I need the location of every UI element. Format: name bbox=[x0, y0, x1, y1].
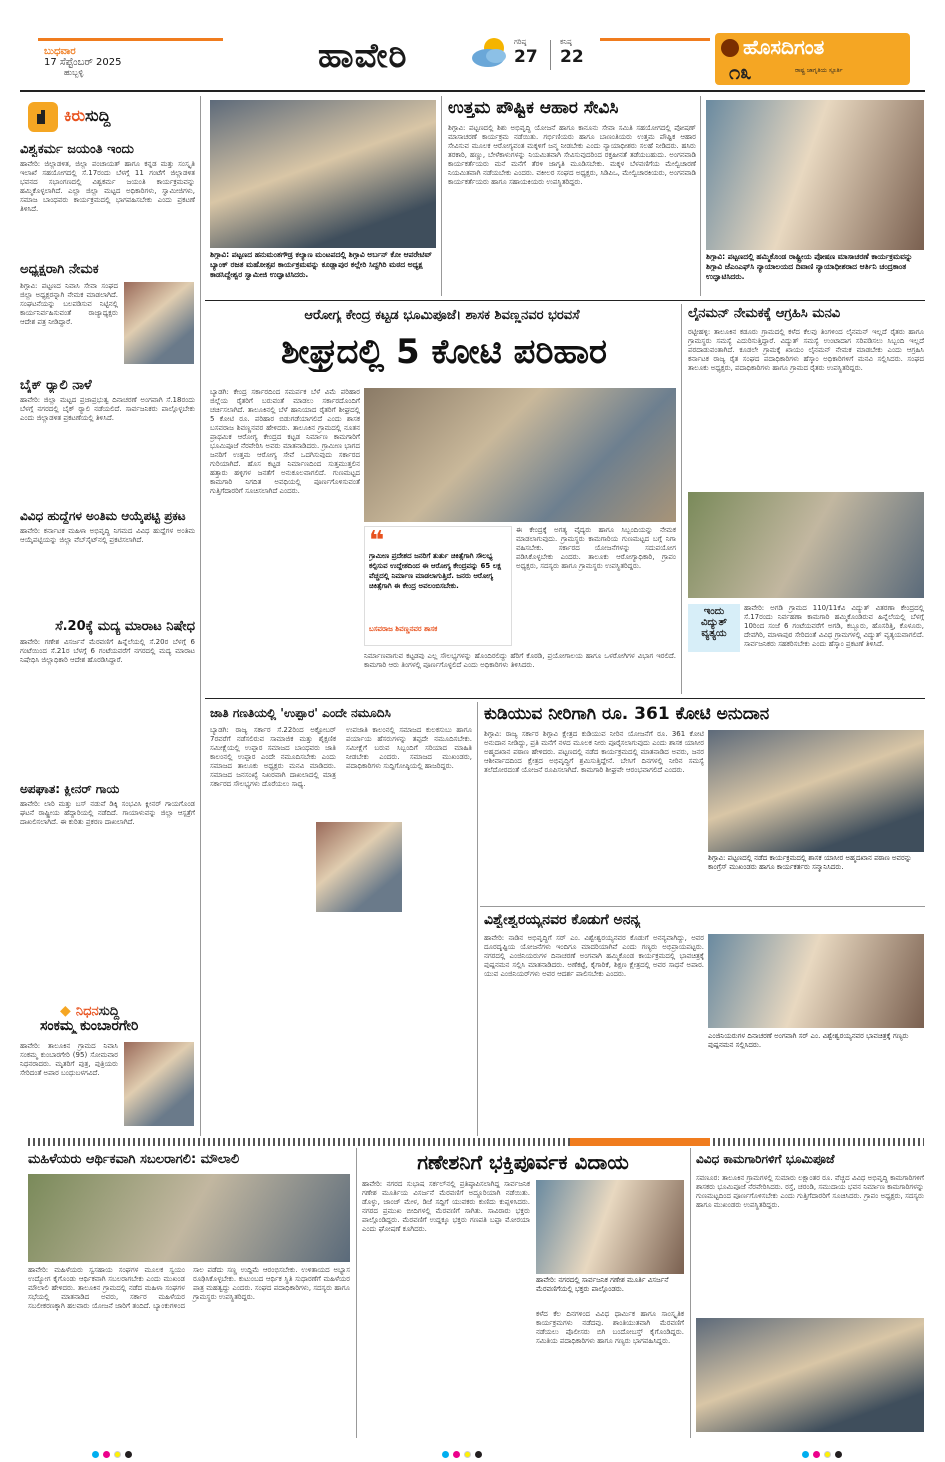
city-sub-label: ಹುಬ್ಬಳ್ಳಿ bbox=[64, 68, 84, 77]
magenta-dot bbox=[813, 1451, 820, 1458]
min-temp-label: ಕನಿಷ್ಠ bbox=[560, 38, 572, 46]
masthead-bottom-rule bbox=[20, 90, 925, 92]
max-temp-block bbox=[514, 38, 538, 67]
power-label-2: ವಿದ್ಯುತ್ bbox=[700, 617, 727, 628]
masthead-right-bar bbox=[600, 38, 710, 41]
masthead-left-bar bbox=[38, 38, 223, 41]
lead-quote-byline: ಬಸವರಾಜ ಶಿವಣ್ಣನವರ ಶಾಸಕ bbox=[369, 625, 438, 633]
power-label-3: ವ್ಯತ್ಯಯ bbox=[701, 628, 727, 639]
top-photo-1 bbox=[210, 100, 436, 248]
obit-photo bbox=[124, 1042, 194, 1126]
left-column bbox=[20, 96, 195, 1126]
nutrition-story-body: ಶಿಗ್ಗಾವಿ: ಪಟ್ಟಣದಲ್ಲಿ ಶಿಶು ಅಭಿವೃದ್ಧಿ ಯೋಜನೆ ಹಾಗೂ ಕಾನೂನು ಸೇವಾ ಸಮಿತಿ ಸಹಯೋಗದಲ್ಲಿ ಪೋಷಣ್ ಮಾಸಾಚರಣೆ ಕಾರ್ಯಕ್ರಮ ನಡೆಯಿತು. ಗರ್ಭಿಣಿಯರು ಹಾಗೂ ಬಾಣಂತಿಯರು ಉತ್ತಮ ಪೌಷ್ಟಿಕ ಆಹಾರ ಸೇವಿಸುವ ಮೂಲಕ ಆರೋಗ್ಯವಂತ ಮಕ್ಕಳಿಗೆ ಜನ್ಮ ನೀಡಬೇಕು ಎಂದು ನ್ಯಾಯಾಧೀಶರು ಸಲಹೆ ನೀಡಿದರು. ಹಸಿರು ತರಕಾರಿ, ಹಣ್ಣು, ಬೇಳೆಕಾಳುಗಳನ್ನು ನಿಯಮಿತವಾಗಿ ಸೇವಿಸುವುದರಿಂದ ರಕ್ತಹೀನತೆ ತಡೆಯಬಹುದು. ಅಂಗನವಾಡಿ ಕಾರ್ಯಕರ್ತೆಯರು ಮನೆ ಮನೆಗೆ ತೆರಳಿ ಜಾಗೃತಿ ಮೂಡಿಸಬೇಕು. ಮಕ್ಕಳ ಬೆಳವಣಿಗೆಯ ಮೇಲ್ವಿಚಾರಣೆ ನಿಯಮಿತವಾಗಿ ನಡೆಯಬೇಕು ಎಂದರು. ವಕೀಲರ ಸಂಘದ ಅಧ್ಯಕ್ಷರು, ಸಿಡಿಪಿಒ, ಮೇಲ್ವಿಚಾರಕಿಯರು, ಅಂಗನವಾಡಿ ಕಾರ್ಯಕರ್ತೆಯರು ಹಾಗೂ ಸಹಾಯಕಿಯರು ಉಪಸ್ಥಿತರಿದ್ದರು. bbox=[448, 124, 696, 186]
magenta-dot bbox=[453, 1451, 460, 1458]
min-temp-block bbox=[560, 38, 584, 67]
page-number: ೧೩ bbox=[729, 60, 752, 84]
lead-divider bbox=[681, 304, 682, 694]
women-photo bbox=[28, 1174, 350, 1262]
max-temp-value: 27 bbox=[514, 47, 538, 67]
visweshwar-caption: ಎಂಜಿನಿಯರುಗಳ ದಿನಾಚರಣೆ ಅಂಗವಾಗಿ ಸರ್ ಎಂ. ವಿಶ್ವೇಶ್ವರಯ್ಯನವರ ಭಾವಚಿತ್ರಕ್ಕೆ ಗಣ್ಯರು ಪುಷ್ಪನಮನ ಸಲ್ಲಿಸಿದರು. bbox=[708, 1032, 909, 1049]
water-caption: ಶಿಗ್ಗಾವಿ: ಪಟ್ಟಣದಲ್ಲಿ ನಡೆದ ಕಾರ್ಯಕ್ರಮದಲ್ಲಿ ಶಾಸಕ ಯಾಸೀರ ಅಹ್ಮದಖಾನ ಪಠಾಣ ಅವರನ್ನು ಕಾಂಗ್ರೆಸ್ ಮುಖಂಡರು ಹಾಗೂ ಕಾರ್ಯಕರ್ತರು ಸನ್ಮಾನಿಸಿದರು. bbox=[708, 854, 912, 871]
top-divider-1 bbox=[441, 96, 442, 296]
kiru-item-6-body: ಹಾವೇರಿ: ಲಾರಿ ಮತ್ತು ಬಸ್ ನಡುವೆ ಡಿಕ್ಕಿ ಸಂಭವಿಸಿ ಕ್ಲೀನರ್ ಗಾಯಗೊಂಡ ಘಟನೆ ರಾಷ್ಟ್ರೀಯ ಹೆದ್ದಾರಿಯಲ್ಲಿ ನಡೆದಿದೆ. ಗಾಯಾಳುವನ್ನು ಜಿಲ್ಲಾ ಆಸ್ಪತ್ರೆಗೆ ದಾಖಲಿಸಲಾಗಿದೆ. ಈ ಕುರಿತು ಪ್ರಕರಣ ದಾಖಲಾಗಿದೆ. bbox=[20, 800, 195, 826]
top-photo-2 bbox=[706, 100, 924, 250]
hand-icon bbox=[28, 102, 58, 132]
min-temp-value: 22 bbox=[560, 47, 584, 67]
lead-headline: ಶೀಘ್ರದಲ್ಲಿ 5 ಕೋಟಿ ಪರಿಹಾರ bbox=[281, 332, 607, 372]
yellow-dot bbox=[114, 1451, 121, 1458]
temp-divider bbox=[550, 40, 551, 70]
ganesha-divider bbox=[690, 1148, 691, 1438]
kiru-item-4 bbox=[20, 508, 195, 593]
kiru-item-2-head: ಅಧ್ಯಕ್ಷರಾಗಿ ನೇಮಕ bbox=[20, 262, 99, 277]
edition-title: ಹಾವೇರಿ bbox=[318, 36, 408, 76]
weather-icon bbox=[470, 34, 510, 70]
section-title-kiru bbox=[64, 106, 110, 126]
water-body: ಶಿಗ್ಗಾವಿ: ರಾಜ್ಯ ಸರ್ಕಾರ ಶಿಗ್ಗಾವಿ ಕ್ಷೇತ್ರದ ಕುಡಿಯುವ ನೀರಿನ ಯೋಜನೆಗೆ ರೂ. 361 ಕೋಟಿ ಅನುದಾನ ನೀಡಿದ್ದು, ಪ್ರತಿ ಮನೆಗೆ ನಳದ ಮೂಲಕ ನೀರು ಪೂರೈಸಲಾಗುವುದು ಎಂದು ಶಾಸಕ ಯಾಸೀರ ಅಹ್ಮದಖಾನ ಪಠಾಣ ಹೇಳಿದರು. ಪಟ್ಟಣದಲ್ಲಿ ನಡೆದ ಕಾರ್ಯಕ್ರಮದಲ್ಲಿ ಮಾತನಾಡಿದ ಅವರು, ಜನರ ಆಶೀರ್ವಾದದಿಂದ ಕ್ಷೇತ್ರದ ಅಭಿವೃದ್ಧಿಗೆ ಶ್ರಮಿಸುತ್ತಿದ್ದೇನೆ. ಬೇಸಿಗೆ ದಿನಗಳಲ್ಲಿ ನೀರಿನ ಸಮಸ್ಯೆ ತಲೆದೋರದಂತೆ ಯೋಜನೆ ರೂಪಿಸಲಾಗಿದೆ. ಕಾಮಗಾರಿ ಶೀಘ್ರವೇ ಆರಂಭವಾಗಲಿದೆ ಎಂದರು. bbox=[484, 730, 704, 774]
obit-title-b: ಸುದ್ದಿ bbox=[98, 1004, 120, 1019]
lead-quote-box bbox=[364, 526, 512, 646]
top-photo-2-caption: ಶಿಗ್ಗಾವಿ: ಪಟ್ಟಣದಲ್ಲಿ ಹಮ್ಮಿಕೊಂಡ ರಾಷ್ಟ್ರೀಯ ಪೋಷಣ ಮಾಸಾಚರಣೆ ಕಾರ್ಯಕ್ರಮವನ್ನು ಶಿಗ್ಗಾವಿ ಜೆಎಂಎಫ್‌ಸಿ ನ್ಯಾಯಾಲಯದ ದಿವಾಣಿ ನ್ಯಾಯಾಧೀಶರಾದ ಆರ್ತಿನಿ ಚಂದ್ರಕಾಂತ ಉದ್ಘಾಟಿಸಿದರು. bbox=[706, 252, 913, 281]
kiru-item-1-head: ವಿಶ್ವಕರ್ಮ ಜಯಂತಿ ಇಂದು bbox=[20, 142, 134, 157]
section-header-kiru bbox=[20, 98, 195, 136]
brand-tagline: ರಾಷ್ಟ್ರ ಜಾಗೃತಿಯ ಸ್ಪೂರ್ತಿ bbox=[795, 67, 843, 74]
yellow-dot bbox=[464, 1451, 471, 1458]
kiru-item-1 bbox=[20, 142, 195, 270]
ganesha-caption: ಹಾವೇರಿ: ನಗರದಲ್ಲಿ ಸಾರ್ವಜನಿಕ ಗಣೇಶ ಮೂರ್ತಿ ವಿಸರ್ಜನೆ ಮೆರವಣಿಗೆಯಲ್ಲಿ ಭಕ್ತರು ಪಾಲ್ಗೊಂಡರು. bbox=[536, 1276, 669, 1293]
ganesha-head: ಗಣೇಶನಿಗೆ ಭಕ್ತಿಪೂರ್ವಕ ವಿದಾಯ bbox=[417, 1150, 629, 1174]
visweshwar-body: ಹಾವೇರಿ: ನಾಡಿನ ಅಭಿವೃದ್ಧಿಗೆ ಸರ್ ಎಂ. ವಿಶ್ವೇಶ್ವರಯ್ಯನವರ ಕೊಡುಗೆ ಅನನ್ಯವಾಗಿದ್ದು, ಅವರ ದೂರದೃಷ್ಟಿಯ ಯೋಜನೆಗಳು ಇಂದಿಗೂ ಮಾದರಿಯಾಗಿವೆ ಎಂದು ಗಣ್ಯರು ಅಭಿಪ್ರಾಯಪಟ್ಟರು. ನಗರದಲ್ಲಿ ಎಂಜಿನಿಯರುಗಳ ದಿನಾಚರಣೆ ಅಂಗವಾಗಿ ಹಮ್ಮಿಕೊಂಡ ಕಾರ್ಯಕ್ರಮದಲ್ಲಿ ಭಾವಚಿತ್ರಕ್ಕೆ ಪುಷ್ಪನಮನ ಸಲ್ಲಿಸಿ ಮಾತನಾಡಿದರು. ಅಣೆಕಟ್ಟೆ, ಕೈಗಾರಿಕೆ, ಶಿಕ್ಷಣ ಕ್ಷೇತ್ರದಲ್ಲಿ ಅವರ ಸಾಧನೆ ಅಪಾರ. ಯುವ ಎಂಜಿನಿಯರ್‌ಗಳು ಅವರ ಆದರ್ಶ ಪಾಲಿಸಬೇಕು ಎಂದರು. bbox=[484, 934, 704, 978]
max-temp-label: ಗರಿಷ್ಠ bbox=[514, 38, 527, 46]
kiru-item-1-body: ಹಾವೇರಿ: ಜಿಲ್ಲಾಡಳಿತ, ಜಿಲ್ಲಾ ಪಂಚಾಯತ್ ಹಾಗೂ ಕನ್ನಡ ಮತ್ತು ಸಂಸ್ಕೃತಿ ಇಲಾಖೆ ಸಹಯೋಗದಲ್ಲಿ ಸೆ.17ರಂದು ಬೆಳಗ್ಗೆ 11 ಗಂಟೆಗೆ ಜಿಲ್ಲಾಡಳಿತ ಭವನದ ಸಭಾಂಗಣದಲ್ಲಿ ವಿಶ್ವಕರ್ಮ ಜಯಂತಿ ಕಾರ್ಯಕ್ರಮವನ್ನು ಹಮ್ಮಿಕೊಳ್ಳಲಾಗಿದೆ. ಎಲ್ಲಾ ಜಿಲ್ಲಾ ಮಟ್ಟದ ಅಧಿಕಾರಿಗಳು, ಸ್ವಾಮೀಜಿಗಳು, ಸಮಾಜ ಬಾಂಧವರು ಕಾರ್ಯಕ್ರಮದಲ್ಲಿ ಭಾಗವಹಿಸಬೇಕು ಎಂದು ಪ್ರಕಟಣೆ ತಿಳಿಸಿದೆ. bbox=[20, 160, 195, 213]
quote-mark-icon: ❝ bbox=[369, 526, 385, 556]
section-title-part-a: ಕಿರು bbox=[64, 106, 86, 125]
obit-title-a: ನಿಧನ bbox=[75, 1004, 99, 1019]
kiru-item-6 bbox=[20, 782, 195, 1010]
power-label-1: ಇಂದು bbox=[703, 606, 725, 617]
caste-head: ಜಾತಿ ಗಣತಿಯಲ್ಲಿ 'ಉಪ್ಪಾರ' ಎಂದೇ ನಮೂದಿಸಿ bbox=[210, 706, 391, 720]
water-photo bbox=[708, 730, 924, 852]
ganesha-photo bbox=[536, 1180, 684, 1274]
lamp-icon: ◆ bbox=[60, 1003, 71, 1019]
top-divider-2 bbox=[700, 96, 701, 296]
visweshwar-photo bbox=[708, 934, 924, 1028]
dateline bbox=[44, 46, 204, 78]
lead-body-b: ಈ ಕೇಂದ್ರಕ್ಕೆ ಅಗತ್ಯ ವೈದ್ಯರು ಹಾಗೂ ಸಿಬ್ಬಂದಿಯನ್ನು ನೇಮಕ ಮಾಡಲಾಗುವುದು. ಗ್ರಾಮಸ್ಥರು ಕಾಮಗಾರಿಯ ಗುಣಮಟ್ಟದ ಬಗ್ಗೆ ನಿಗಾ ವಹಿಸಬೇಕು. ಸರ್ಕಾರದ ಯೋಜನೆಗಳನ್ನು ಸದುಪಯೋಗ ಪಡಿಸಿಕೊಳ್ಳಬೇಕು ಎಂದರು. ತಾಲೂಕು ಆರೋಗ್ಯಾಧಿಕಾರಿ, ಗ್ರಾಪಂ ಅಧ್ಯಕ್ಷರು, ಸದಸ್ಯರು ಹಾಗೂ ಗ್ರಾಮಸ್ಥರು ಉಪಸ್ಥಿತರಿದ್ದರು. bbox=[516, 526, 676, 570]
kiru-item-5-head: ಸೆ.20ಕ್ಕೆ ಮದ್ಯ ಮಾರಾಟ ನಿಷೇಧ bbox=[55, 619, 195, 634]
power-cut-label bbox=[688, 604, 740, 652]
day-label: ಬುಧವಾರ bbox=[44, 46, 76, 57]
power-cut-body: ಹಾವೇರಿ: ಅಗಡಿ ಗ್ರಾಮದ 110/11ಕೆವಿ ವಿದ್ಯುತ್ ವಿತರಣಾ ಕೇಂದ್ರದಲ್ಲಿ ಸೆ.17ರಂದು ನಿರ್ವಹಣಾ ಕಾಮಗಾರಿ ಹಮ್ಮಿಕೊಂಡಿರುವ ಹಿನ್ನೆಲೆಯಲ್ಲಿ ಬೆಳಗ್ಗೆ 10ರಿಂದ ಸಂಜೆ 6 ಗಂಟೆಯವರೆಗೆ ಅಗಡಿ, ಕಬ್ಬೂರು, ಹೊಸರಿತ್ತಿ, ಕೊಳೂರು, ದೇವಗಿರಿ, ಮಾಳಾಪುರ ಸೇರಿದಂತೆ ವಿವಿಧ ಗ್ರಾಮಗಳಲ್ಲಿ ವಿದ್ಯುತ್ ವ್ಯತ್ಯಯವಾಗಲಿದೆ. ಸಾರ್ವಜನಿಕರು ಸಹಕರಿಸಬೇಕು ಎಂದು ಹೆಸ್ಕಾಂ ಪ್ರಕಟಣೆ ತಿಳಿಸಿದೆ. bbox=[744, 604, 924, 648]
kiru-item-3-head: ಬೈಕ್ ರ‍್ಯಾಲಿ ನಾಳೆ bbox=[20, 378, 92, 393]
kiru-item-5-body: ಹಾವೇರಿ: ಗಣೇಶ ವಿಸರ್ಜನೆ ಮೆರವಣಿಗೆ ಹಿನ್ನೆಲೆಯಲ್ಲಿ ಸೆ.20ರ ಬೆಳಗ್ಗೆ 6 ಗಂಟೆಯಿಂದ ಸೆ.21ರ ಬೆಳಗ್ಗೆ 6 ಗಂಟೆಯವರೆಗೆ ನಗರದಲ್ಲಿ ಮದ್ಯ ಮಾರಾಟ ನಿಷೇಧಿಸಿ ಜಿಲ್ಲಾಧಿಕಾರಿ ಆದೇಶ ಹೊರಡಿಸಿದ್ದಾರೆ. bbox=[20, 638, 195, 664]
date-label: 17 ಸೆಪ್ಟೆಂಬರ್ 2025 bbox=[44, 57, 122, 68]
lead-body-c: ನಿರ್ಮಾಣವಾಗುವ ಕಟ್ಟಡವು ಎಲ್ಲ ಸೌಲಭ್ಯಗಳನ್ನು ಹೊಂದಿರಲಿದ್ದು ಹೆರಿಗೆ ಕೊಠಡಿ, ಪ್ರಯೋಗಾಲಯ ಹಾಗೂ ಒಳರೋಗಿಗಳ ವಿಭಾಗ ಇರಲಿದೆ. ಕಾಮಗಾರಿ ಆರು ತಿಂಗಳಲ್ಲಿ ಪೂರ್ಣಗೊಳ್ಳಲಿದೆ ಎಂದು ಅಧಿಕಾರಿಗಳು ತಿಳಿಸಿದರು. bbox=[364, 652, 676, 669]
lineman-body: ರಟ್ಟೀಹಳ್ಳಿ: ತಾಲೂಕಿನ ಕಡೂರು ಗ್ರಾಮದಲ್ಲಿ ಕಳೆದ ಕೆಲವು ತಿಂಗಳಿಂದ ಲೈನಮನ್ ಇಲ್ಲದೆ ರೈತರು ಹಾಗೂ ಗ್ರಾಮಸ್ಥರು ಸಮಸ್ಯೆ ಎದುರಿಸುತ್ತಿದ್ದಾರೆ. ವಿದ್ಯುತ್ ಸಮಸ್ಯೆ ಉಂಟಾದಾಗ ಸರಿಪಡಿಸಲು ಸಿಬ್ಬಂದಿ ಇಲ್ಲದೆ ಪರದಾಡುವಂತಾಗಿದೆ. ಕೂಡಲೇ ಗ್ರಾಮಕ್ಕೆ ಖಾಯಂ ಲೈನಮನ್ ನೇಮಕ ಮಾಡಬೇಕು ಎಂದು ಆಗ್ರಹಿಸಿ ಕರ್ನಾಟಕ ರಾಜ್ಯ ರೈತ ಸಂಘದ ಪದಾಧಿಕಾರಿಗಳು ಹೆಸ್ಕಾಂ ಅಧಿಕಾರಿಗಳಿಗೆ ಮನವಿ ಸಲ್ಲಿಸಿದರು. ಸಂಘದ ತಾಲೂಕು ಅಧ್ಯಕ್ಷರು, ಪದಾಧಿಕಾರಿಗಳು ಹಾಗೂ ಗ್ರಾಮದ ರೈತರು ಉಪಸ್ಥಿತರಿದ್ದರು. bbox=[688, 328, 924, 372]
lead-body-a: ಬ್ಯಾಡಗಿ: ಕೇಂದ್ರ ಸರ್ಕಾರದಿಂದ ಸಮರ್ಪಕ ಬೆಳೆ ವಿಮೆ ಪರಿಹಾರ ಜಿಲ್ಲೆಯ ರೈತರಿಗೆ ಬರುವಂತೆ ಮಾಡಲು ಸರ್ಕಾರದೊಂದಿಗೆ ಚರ್ಚಿಸಲಾಗಿದೆ. ತಾಲೂಕಿನಲ್ಲಿ ಬೆಳೆ ಹಾನಿಯಾದ ರೈತರಿಗೆ ಶೀಘ್ರದಲ್ಲಿ 5 ಕೋಟಿ ರೂ. ಪರಿಹಾರ ಬಿಡುಗಡೆಯಾಗಲಿದೆ ಎಂದು ಶಾಸಕ ಬಸವರಾಜ ಶಿವಣ್ಣನವರ ಹೇಳಿದರು. ತಾಲೂಕಿನ ಗ್ರಾಮದಲ್ಲಿ ನೂತನ ಪ್ರಾಥಮಿಕ ಆರೋಗ್ಯ ಕೇಂದ್ರದ ಕಟ್ಟಡ ನಿರ್ಮಾಣ ಕಾಮಗಾರಿಗೆ ಭೂಮಿಪೂಜೆ ನೆರವೇರಿಸಿ ಅವರು ಮಾತನಾಡಿದರು. ಗ್ರಾಮೀಣ ಭಾಗದ ಜನರಿಗೆ ಉತ್ತಮ ಆರೋಗ್ಯ ಸೇವೆ ಒದಗಿಸುವುದು ಸರ್ಕಾರದ ಗುರಿಯಾಗಿದೆ. ಹೊಸ ಕಟ್ಟಡ ನಿರ್ಮಾಣದಿಂದ ಸುತ್ತಮುತ್ತಲಿನ ಹತ್ತಾರು ಹಳ್ಳಿಗಳ ಜನತೆಗೆ ಅನುಕೂಲವಾಗಲಿದೆ. ಗುಣಮಟ್ಟದ ಕಾಮಗಾರಿ ನಿಗದಿತ ಅವಧಿಯಲ್ಲಿ ಪೂರ್ಣಗೊಳಿಸುವಂತೆ ಗುತ್ತಿಗೆದಾರರಿಗೆ ಸೂಚಿಸಲಾಗಿದೆ ಎಂದರು. bbox=[210, 388, 360, 495]
obituary-header bbox=[60, 1000, 119, 1019]
works-photo bbox=[696, 1318, 924, 1432]
cyan-dot bbox=[92, 1451, 99, 1458]
left-col-divider bbox=[200, 96, 201, 1136]
bottom-band-accent bbox=[570, 1138, 710, 1146]
lineman-head: ಲೈನಮನ್ ನೇಮಕಕ್ಕೆ ಆಗ್ರಹಿಸಿ ಮನವಿ bbox=[688, 306, 841, 321]
obit-body: ಹಾವೇರಿ: ತಾಲೂಕಿನ ಗ್ರಾಮದ ನಿವಾಸಿ ಸಂಕಮ್ಮ ಕುಂಬಾರಗೇರಿ (95) ಸೋಮವಾರ ನಿಧನರಾದರು. ಮೃತರಿಗೆ ಪುತ್ರ, ಪುತ್ರಿಯರು ಸೇರಿದಂತೆ ಅಪಾರ ಬಂಧುಬಳಗವಿದೆ. bbox=[20, 1042, 118, 1077]
black-dot bbox=[125, 1451, 132, 1458]
registration-marks-center bbox=[440, 1443, 484, 1462]
obit-name: ಸಂಕಮ್ಮ ಕುಂಬಾರಗೇರಿ bbox=[40, 1018, 139, 1034]
mid-row-rule bbox=[205, 698, 925, 699]
appointee-photo bbox=[124, 282, 194, 364]
section-title-part-b: ಸುದ್ದಿ bbox=[85, 106, 111, 125]
brand-name: ಹೊಸದಿಗಂತ bbox=[743, 35, 825, 59]
registration-marks-left bbox=[90, 1443, 134, 1462]
water-head: ಕುಡಿಯುವ ನೀರಿಗಾಗಿ ರೂ. 361 ಕೋಟಿ ಅನುದಾನ bbox=[484, 704, 770, 724]
lineman-photo bbox=[688, 492, 924, 598]
kiru-item-4-body: ಹಾವೇರಿ: ಕರ್ನಾಟಕ ಮಹಿಳಾ ಅಭಿವೃದ್ಧಿ ನಿಗಮದ ವಿವಿಧ ಹುದ್ದೆಗಳ ಅಂತಿಮ ಆಯ್ಕೆಪಟ್ಟಿಯನ್ನು ಜಿಲ್ಲಾ ವೆಬ್‌ಸೈಟ್‌ನಲ್ಲಿ ಪ್ರಕಟಿಸಲಾಗಿದೆ. bbox=[20, 527, 195, 544]
black-dot bbox=[475, 1451, 482, 1458]
kiru-item-4-head: ವಿವಿಧ ಹುದ್ದೆಗಳ ಅಂತಿಮ ಆಯ್ಕೆಪಟ್ಟಿ ಪ್ರಕಟ bbox=[20, 509, 186, 523]
works-head: ವಿವಿಧ ಕಾಮಗಾರಿಗಳಿಗೆ ಭೂಮಿಪೂಜೆ bbox=[696, 1152, 835, 1166]
top-photo-1-caption: ಶಿಗ್ಗಾವಿ: ಪಟ್ಟಣದ ಹನುಮಂತಗೌಡ್ರ ಕಲ್ಯಾಣ ಮಂಟಪದಲ್ಲಿ ಶಿಗ್ಗಾವಿ ಅರ್ಬನ್ ಕೋ ಆಪರೇಟಿವ್ ಬ್ಯಾಂಕ್ ರಜತ ಮಹೋತ್ಸವ ಕಾರ್ಯಕ್ರಮವನ್ನು ಕೂಡ್ಲಾಪುರ ಕಲ್ಲೇರಿ ಸಿದ್ದಗಿರಿ ಮಠದ ಅಧ್ಯಕ್ಷ ಕಾಡಸಿದ್ದೇಶ್ವರ ಸ್ವಾಮೀಜಿ ಉದ್ಘಾಟಿಸಿದರು. bbox=[210, 250, 432, 279]
women-head: ಮಹಿಳೆಯರು ಆರ್ಥಿಕವಾಗಿ ಸಬಲರಾಗಲಿ: ಮೌಲಾಲಿ bbox=[28, 1152, 240, 1167]
lead-photo bbox=[364, 388, 676, 522]
registration-marks-right bbox=[800, 1443, 844, 1462]
kiru-item-6-head: ಅಪಘಾತ: ಕ್ಲೀನರ್ ಗಾಯ bbox=[20, 782, 120, 796]
cyan-dot bbox=[802, 1451, 809, 1458]
caste-body-a: ಬ್ಯಾಡಗಿ: ರಾಜ್ಯ ಸರ್ಕಾರ ಸೆ.22ರಿಂದ ಅಕ್ಟೋಬರ್ 7ರವರೆಗೆ ನಡೆಸಲಿರುವ ಸಾಮಾಜಿಕ ಮತ್ತು ಶೈಕ್ಷಣಿಕ ಸಮೀಕ್ಷೆಯಲ್ಲಿ ಉಪ್ಪಾರ ಸಮಾಜದ ಬಾಂಧವರು ಜಾತಿ ಕಾಲಂನಲ್ಲಿ ಉಪ್ಪಾರ ಎಂದೇ ನಮೂದಿಸಬೇಕು ಎಂದು ಸಮಾಜದ ತಾಲೂಕು ಅಧ್ಯಕ್ಷರು ಮನವಿ ಮಾಡಿದರು. ಸಮಾಜದ ಜನಸಂಖ್ಯೆ ನಿಖರವಾಗಿ ದಾಖಲಾದಲ್ಲಿ ಮಾತ್ರ ಸರ್ಕಾರದ ಸೌಲಭ್ಯಗಳು ದೊರೆಯಲು ಸಾಧ್ಯ. bbox=[210, 726, 336, 788]
water-rule bbox=[480, 906, 925, 907]
ganesha-body-b: ಕಳೆದ ಕೆಲ ದಿನಗಳಿಂದ ವಿವಿಧ ಧಾರ್ಮಿಕ ಹಾಗೂ ಸಾಂಸ್ಕೃತಿಕ ಕಾರ್ಯಕ್ರಮಗಳು ನಡೆದವು. ಶಾಂತಿಯುತವಾಗಿ ಮೆರವಣಿಗೆ ನಡೆಯಲು ಪೊಲೀಸರು ಬಿಗಿ ಬಂದೋಬಸ್ತ್ ಕೈಗೊಂಡಿದ್ದರು. ಸಮಿತಿಯ ಪದಾಧಿಕಾರಿಗಳು ಹಾಗೂ ಗಣ್ಯರು ಭಾಗವಹಿಸಿದ್ದರು. bbox=[536, 1310, 684, 1345]
cyan-dot bbox=[442, 1451, 449, 1458]
top-row-rule bbox=[205, 300, 925, 301]
kiru-item-2-body: ಶಿಗ್ಗಾವಿ: ಪಟ್ಟಣದ ನಿವಾಸಿ ಸೇವಾ ಸಂಘದ ಜಿಲ್ಲಾ ಅಧ್ಯಕ್ಷರನ್ನಾಗಿ ನೇಮಕ ಮಾಡಲಾಗಿದೆ. ಸಂಘಟನೆಯನ್ನು ಬಲಪಡಿಸುವ ನಿಟ್ಟಿನಲ್ಲಿ ಕಾರ್ಯನಿರ್ವಹಿಸುವಂತೆ ರಾಜ್ಯಾಧ್ಯಕ್ಷರು ಆದೇಶ ಪತ್ರ ನೀಡಿದ್ದಾರೆ. bbox=[20, 282, 118, 326]
works-body: ಸವಣೂರ: ತಾಲೂಕಿನ ಗ್ರಾಮಗಳಲ್ಲಿ ಸುಮಾರು ಲಕ್ಷಾಂತರ ರೂ. ವೆಚ್ಚದ ವಿವಿಧ ಅಭಿವೃದ್ಧಿ ಕಾಮಗಾರಿಗಳಿಗೆ ಶಾಸಕರು ಭೂಮಿಪೂಜೆ ನೆರವೇರಿಸಿದರು. ರಸ್ತೆ, ಚರಂಡಿ, ಸಮುದಾಯ ಭವನ ನಿರ್ಮಾಣ ಕಾಮಗಾರಿಗಳನ್ನು ಗುಣಮಟ್ಟದಿಂದ ಪೂರ್ಣಗೊಳಿಸಬೇಕು ಎಂದು ಗುತ್ತಿಗೆದಾರರಿಗೆ ಸೂಚಿಸಿದರು. ಗ್ರಾಪಂ ಅಧ್ಯಕ್ಷರು, ಸದಸ್ಯರು ಹಾಗೂ ಮುಖಂಡರು ಉಪಸ್ಥಿತರಿದ್ದರು. bbox=[696, 1174, 924, 1209]
bottom-band-rule bbox=[28, 1138, 924, 1146]
caste-body-b: ಉಪಜಾತಿ ಕಾಲಂನಲ್ಲಿ ಸಮಾಜದ ಕುಲಕಸುಬು ಹಾಗೂ ಪರ್ಯಾಯ ಹೆಸರುಗಳನ್ನು ತಪ್ಪದೇ ನಮೂದಿಸಬೇಕು. ಸಮೀಕ್ಷೆಗೆ ಬರುವ ಸಿಬ್ಬಂದಿಗೆ ಸರಿಯಾದ ಮಾಹಿತಿ ನೀಡಬೇಕು ಎಂದರು. ಸಮಾಜದ ಮುಖಂಡರು, ಪದಾಧಿಕಾರಿಗಳು ಸುದ್ದಿಗೋಷ್ಠಿಯಲ್ಲಿ ಹಾಜರಿದ್ದರು. bbox=[346, 726, 472, 770]
visweshwar-head: ವಿಶ್ವೇಶ್ವರಯ್ಯನವರ ಕೊಡುಗೆ ಅನನ್ಯ bbox=[484, 912, 641, 928]
brand-logo bbox=[715, 33, 910, 85]
caste-divider bbox=[477, 702, 478, 1136]
kiru-item-3-body: ಹಾವೇರಿ: ಜಿಲ್ಲಾ ಮಟ್ಟದ ಪ್ರಜಾಪ್ರಭುತ್ವ ದಿನಾಚರಣೆ ಅಂಗವಾಗಿ ಸೆ.18ರಂದು ಬೆಳಗ್ಗೆ ನಗರದಲ್ಲಿ ಬೈಕ್ ರ‍್ಯಾಲಿ ನಡೆಯಲಿದೆ. ಸಾರ್ವಜನಿಕರು ಪಾಲ್ಗೊಳ್ಳಬೇಕು ಎಂದು ಜಿಲ್ಲಾಡಳಿತ ಪ್ರಕಟಣೆಯಲ್ಲಿ ತಿಳಿಸಿದೆ. bbox=[20, 396, 195, 422]
lead-quote-text: ಗ್ರಾಮೀಣ ಪ್ರದೇಶದ ಜನರಿಗೆ ತುರ್ತು ಚಿಕಿತ್ಸೆಗಾಗಿ ಸೌಲಭ್ಯ ಕಲ್ಪಿಸುವ ಉದ್ದೇಶದಿಂದ ಈ ಆರೋಗ್ಯ ಕೇಂದ್ರವನ್ನು 65 ಲಕ್ಷ ವೆಚ್ಚದಲ್ಲಿ ನಿರ್ಮಾಣ ಮಾಡಲಾಗುತ್ತಿದೆ. ಜನರು ಆರೋಗ್ಯ ಚಿಕಿತ್ಸೆಗಾಗಿ ಈ ಕೇಂದ್ರ ಅವಲಂಬಿಸಬೇಕು. bbox=[369, 552, 502, 590]
kiru-item-3 bbox=[20, 378, 195, 506]
yellow-dot bbox=[824, 1451, 831, 1458]
lead-kicker: ಆರೋಗ್ಯ ಕೇಂದ್ರ ಕಟ್ಟಡ ಭೂಮಿಪೂಜೆ। ಶಾಸಕ ಶಿವಣ್ಣನವರ ಭರವಸೆ bbox=[304, 308, 580, 323]
women-body: ಹಾವೇರಿ: ಮಹಿಳೆಯರು ಸ್ವಸಹಾಯ ಸಂಘಗಳ ಮೂಲಕ ಸ್ವಯಂ ಉದ್ಯೋಗ ಕೈಗೊಂಡು ಆರ್ಥಿಕವಾಗಿ ಸಬಲರಾಗಬೇಕು ಎಂದು ಮುಖಂಡ ಮೌಲಾಲಿ ಹೇಳಿದರು. ತಾಲೂಕಿನ ಗ್ರಾಮದಲ್ಲಿ ನಡೆದ ಮಹಿಳಾ ಸಂಘಗಳ ಸಭೆಯಲ್ಲಿ ಮಾತನಾಡಿದ ಅವರು, ಸರ್ಕಾರ ಮಹಿಳೆಯರ ಸಬಲೀಕರಣಕ್ಕಾಗಿ ಹಲವಾರು ಯೋಜನೆ ಜಾರಿಗೆ ತಂದಿದೆ. ಬ್ಯಾಂಕುಗಳಿಂದ ಸಾಲ ಪಡೆದು ಸಣ್ಣ ಉದ್ದಿಮೆ ಆರಂಭಿಸಬೇಕು. ಉಳಿತಾಯದ ಅಭ್ಯಾಸ ರೂಢಿಸಿಕೊಳ್ಳಬೇಕು. ಕುಟುಂಬದ ಆರ್ಥಿಕ ಸ್ಥಿತಿ ಸುಧಾರಣೆಗೆ ಮಹಿಳೆಯರ ಪಾತ್ರ ಮಹತ್ವದ್ದು ಎಂದರು. ಸಂಘದ ಪದಾಧಿಕಾರಿಗಳು, ಸದಸ್ಯರು ಹಾಗೂ ಗ್ರಾಮಸ್ಥರು ಉಪಸ್ಥಿತರಿದ್ದರು. bbox=[28, 1266, 350, 1310]
ganesha-body-a: ಹಾವೇರಿ: ನಗರದ ಸುಭಾಷ ಸರ್ಕಲ್‌ನಲ್ಲಿ ಪ್ರತಿಷ್ಠಾಪಿಸಲಾಗಿದ್ದ ಸಾರ್ವಜನಿಕ ಗಣೇಶ ಮೂರ್ತಿಯ ವಿಸರ್ಜನೆ ಮೆರವಣಿಗೆ ಅದ್ದೂರಿಯಾಗಿ ನಡೆಯಿತು. ಡೊಳ್ಳು, ಜಾಂಜ್ ಮೇಳ, ಡಿಜೆ ಸದ್ದಿಗೆ ಯುವಕರು ಕುಣಿದು ಕುಪ್ಪಳಿಸಿದರು. ನಗರದ ಪ್ರಮುಖ ಬೀದಿಗಳಲ್ಲಿ ಮೆರವಣಿಗೆ ಸಾಗಿತು. ಸಾವಿರಾರು ಭಕ್ತರು ಪಾಲ್ಗೊಂಡಿದ್ದರು. ಮೆರವಣಿಗೆ ಉದ್ದಕ್ಕೂ ಭಕ್ತರು ಗಣಪತಿ ಬಪ್ಪಾ ಮೋರಯಾ ಎಂದು ಘೋಷಣೆ ಕೂಗಿದರು. bbox=[362, 1180, 530, 1233]
masthead bbox=[0, 0, 945, 88]
women-divider bbox=[356, 1148, 357, 1438]
magenta-dot bbox=[103, 1451, 110, 1458]
brand-emblem-icon bbox=[721, 39, 739, 57]
kiru-item-5 bbox=[20, 618, 195, 752]
nutrition-story-head: ಉತ್ತಮ ಪೌಷ್ಟಿಕ ಆಹಾರ ಸೇವಿಸಿ bbox=[448, 98, 619, 118]
kiru-item-2 bbox=[20, 262, 195, 326]
black-dot bbox=[835, 1451, 842, 1458]
